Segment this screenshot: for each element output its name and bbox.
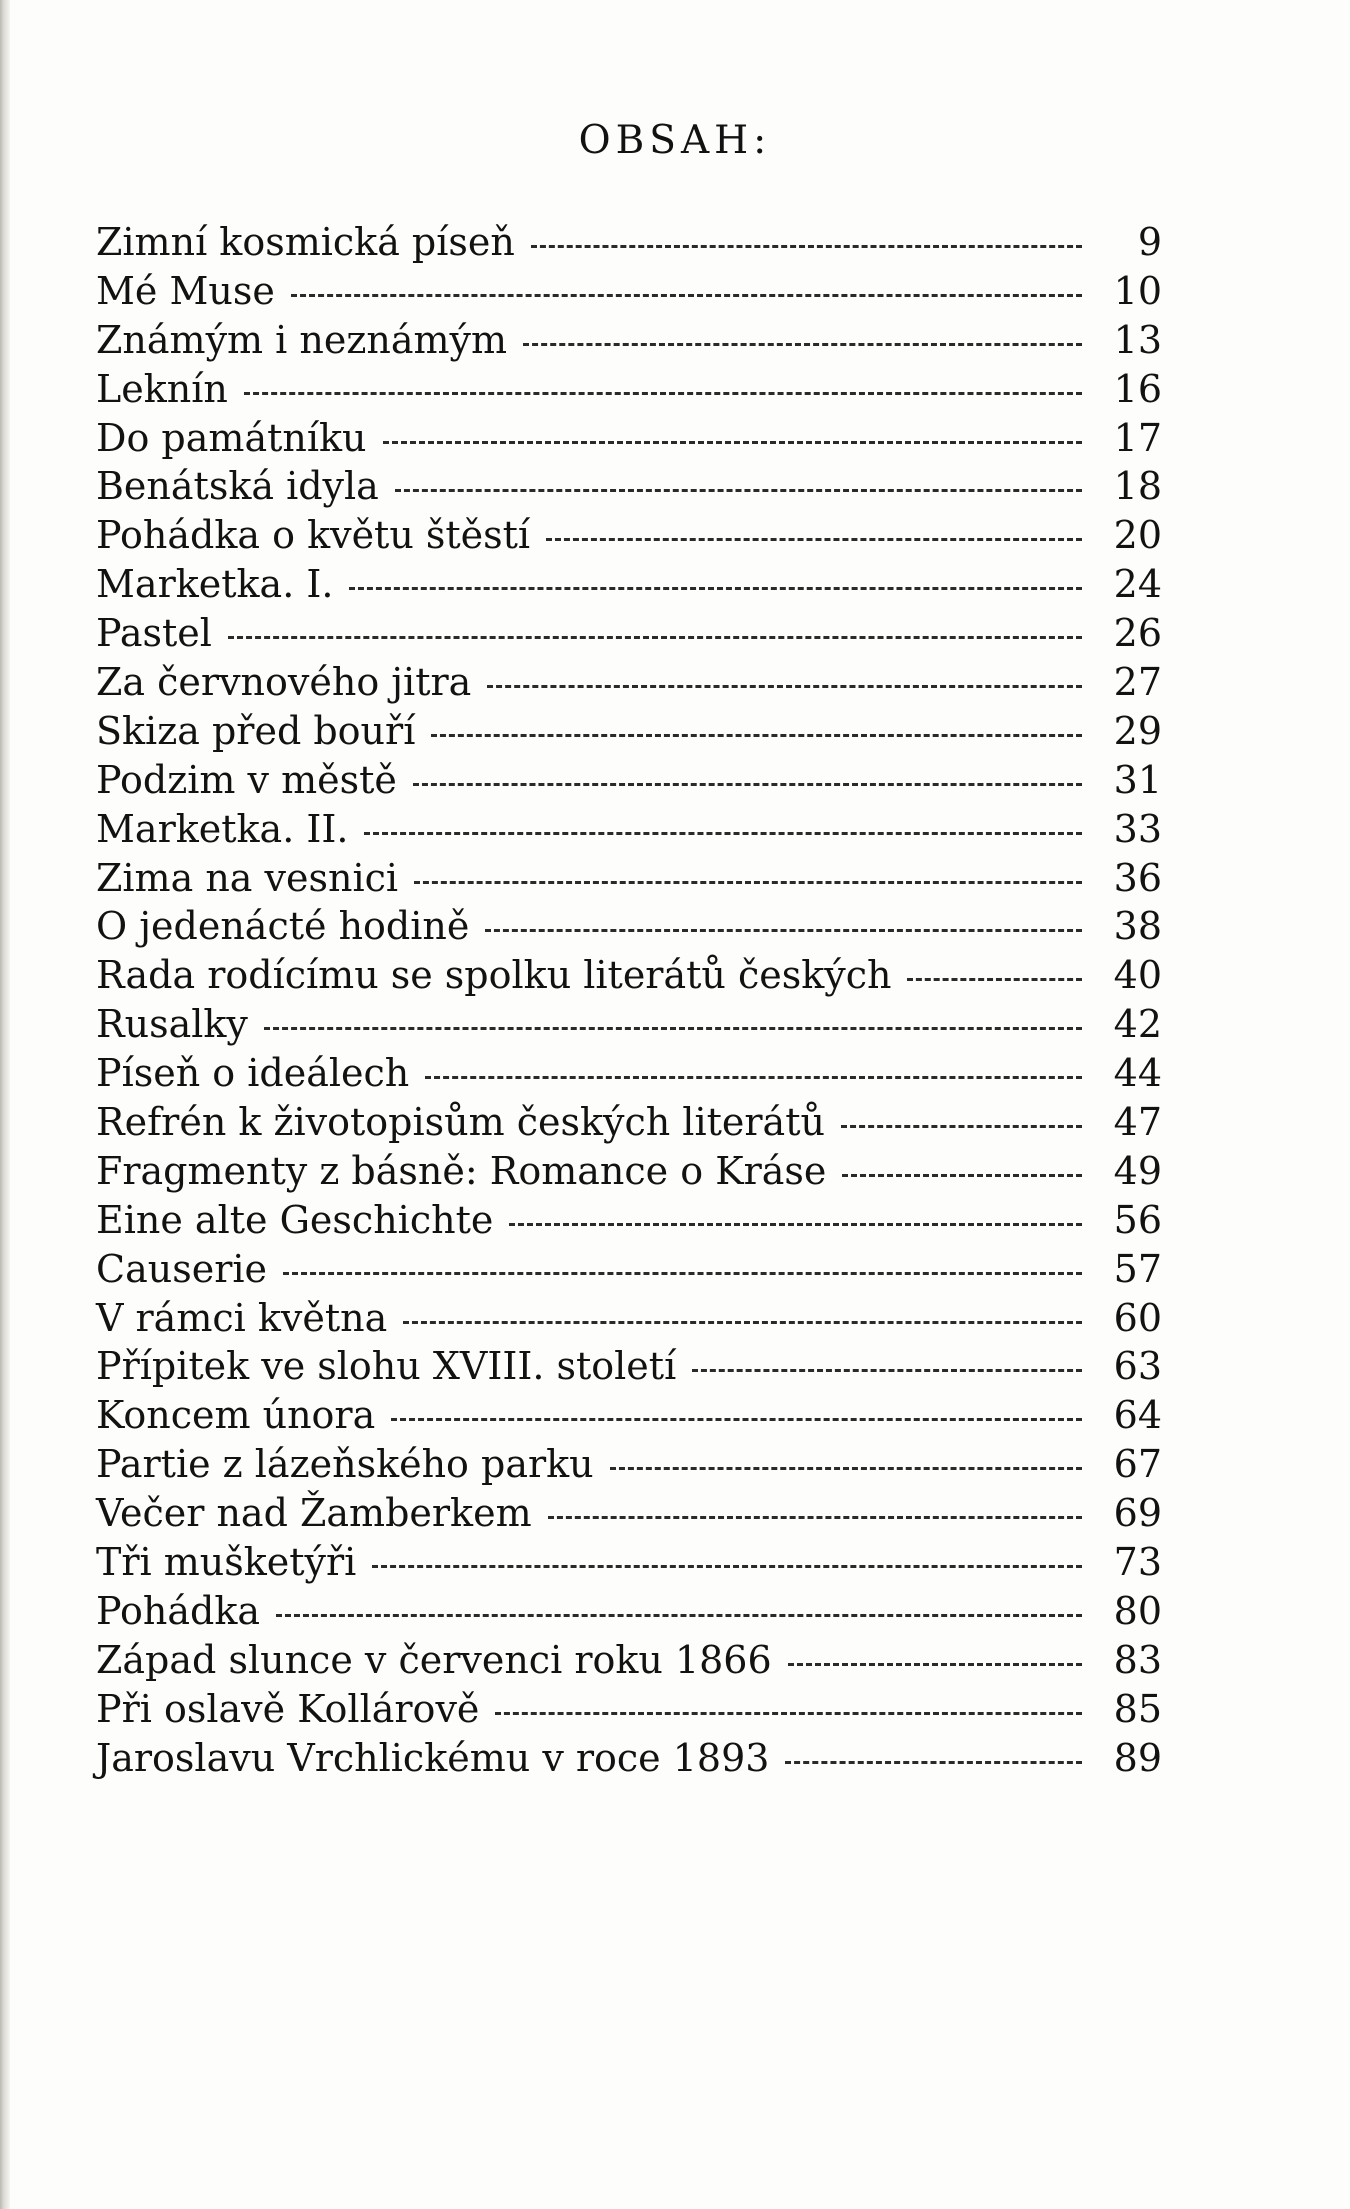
toc-entry (96, 854, 1162, 903)
toc-entry (96, 560, 1162, 609)
toc-entry (96, 218, 1162, 267)
toc-entry-page-number: 49 (1113, 1148, 1162, 1193)
toc-entry-page-number: 36 (1113, 855, 1162, 900)
toc-entry-page-number: 42 (1113, 1002, 1162, 1047)
toc-entry-page-number: 69 (1113, 1491, 1162, 1536)
toc-leader-dashes (785, 1761, 1082, 1764)
toc-entry-page-number: 16 (1113, 366, 1162, 411)
toc-entry-title: Fragmenty z básně: Romance o Kráse (96, 1148, 827, 1193)
toc-entry (96, 1734, 1162, 1783)
toc-leader-dashes (228, 636, 1082, 639)
toc-entry-page-number: 33 (1113, 806, 1162, 851)
toc-leader-dashes (264, 1027, 1082, 1030)
toc-entry (96, 1685, 1162, 1734)
toc-entry (96, 658, 1162, 707)
toc-entry-page-number: 27 (1113, 660, 1162, 705)
toc-leader-dashes (531, 245, 1082, 248)
toc-entry-title: Pohádka o květu štěstí (96, 513, 531, 558)
toc-entry-title: Koncem února (96, 1393, 376, 1438)
toc-leader-dashes (509, 1223, 1082, 1226)
toc-entry-title: Rada rodícímu se spolku literátů českých (96, 953, 892, 998)
toc-entry-title: Večer nad Žamberkem (96, 1491, 532, 1536)
toc-leader-dashes (610, 1467, 1082, 1470)
toc-leader-dashes (395, 489, 1082, 492)
toc-leader-dashes (276, 1614, 1082, 1617)
toc-leader-dashes (841, 1125, 1082, 1128)
toc-entry-title: Tři mušketýři (96, 1540, 357, 1585)
toc-leader-dashes (788, 1663, 1082, 1666)
toc-entry-page-number: 80 (1113, 1588, 1162, 1633)
toc-leader-dashes (907, 978, 1082, 981)
toc-entry-page-number: 60 (1113, 1295, 1162, 1340)
toc-entry-title: Jaroslavu Vrchlickému v roce 1893 (96, 1735, 770, 1780)
toc-entry (96, 365, 1162, 414)
toc-leader-dashes (495, 1712, 1082, 1715)
toc-entry-page-number: 24 (1113, 562, 1162, 607)
toc-entry-title: Západ slunce v červenci roku 1866 (96, 1637, 772, 1682)
toc-entry (96, 805, 1162, 854)
toc-entry (96, 1587, 1162, 1636)
toc-entry-page-number: 85 (1113, 1686, 1162, 1731)
toc-leader-dashes (485, 929, 1082, 932)
toc-entry (96, 511, 1162, 560)
toc-leader-dashes (487, 685, 1082, 688)
toc-entry (96, 1098, 1162, 1147)
toc-entry-page-number: 29 (1113, 708, 1162, 753)
toc-leader-dashes (291, 294, 1082, 297)
toc-entry (96, 1000, 1162, 1049)
toc-entry-page-number: 31 (1113, 757, 1162, 802)
toc-entry (96, 462, 1162, 511)
toc-entry (96, 951, 1162, 1000)
toc-entry-title: Causerie (96, 1246, 267, 1291)
toc-entry (96, 414, 1162, 463)
toc-leader-dashes (383, 441, 1083, 444)
toc-entry (96, 1489, 1162, 1538)
toc-leader-dashes (523, 343, 1082, 346)
toc-leader-dashes (403, 1321, 1082, 1324)
toc-entry-title: Zima na vesnici (96, 855, 399, 900)
toc-entry-title: Pastel (96, 611, 212, 656)
toc-entry-page-number: 17 (1113, 415, 1162, 460)
toc-leader-dashes (349, 587, 1082, 590)
toc-entry-title: Partie z lázeňského parku (96, 1442, 594, 1487)
toc-entry-title: Při oslavě Kollárově (96, 1686, 480, 1731)
toc-entry-title: Známým i neznámým (96, 317, 508, 362)
toc-entry-page-number: 44 (1113, 1051, 1162, 1096)
toc-entry-page-number: 20 (1113, 513, 1162, 558)
toc-leader-dashes (391, 1418, 1082, 1421)
toc-entry (96, 1391, 1162, 1440)
toc-entry (96, 1440, 1162, 1489)
toc-entry-page-number: 64 (1113, 1393, 1162, 1438)
toc-entry (96, 316, 1162, 365)
toc-entry-page-number: 38 (1113, 904, 1162, 949)
page-binding-edge (0, 0, 10, 2209)
toc-entry (96, 1196, 1162, 1245)
toc-leader-dashes (425, 1076, 1082, 1079)
toc-entry (96, 609, 1162, 658)
toc-entry-title: Pohádka (96, 1588, 261, 1633)
toc-entry-title: Zimní kosmická píseň (96, 220, 515, 264)
toc-entry-title: Refrén k životopisům českých literátů (96, 1100, 825, 1145)
toc-leader-dashes (372, 1565, 1082, 1568)
toc-entry (96, 267, 1162, 316)
toc-entry-title: Leknín (96, 366, 228, 411)
toc-entry-title: Rusalky (96, 1002, 248, 1047)
toc-leader-dashes (431, 734, 1082, 737)
toc-entry-page-number: 9 (1137, 220, 1162, 264)
toc-entry-title: Píseň o ideálech (96, 1051, 410, 1096)
toc-entry (96, 902, 1162, 951)
toc-entry-page-number: 83 (1113, 1637, 1162, 1682)
toc-entry-title: Marketka. II. (96, 806, 349, 851)
toc-entry-page-number: 63 (1113, 1344, 1162, 1389)
toc-entry (96, 756, 1162, 805)
toc-entry (96, 1294, 1162, 1343)
toc-leader-dashes (842, 1174, 1082, 1177)
toc-entry-page-number: 89 (1113, 1735, 1162, 1780)
toc-entry (96, 1636, 1162, 1685)
toc-leader-dashes (546, 538, 1082, 541)
toc-entry-page-number: 13 (1113, 317, 1162, 362)
table-of-contents (96, 218, 1162, 1783)
toc-entry (96, 1049, 1162, 1098)
toc-leader-dashes (414, 881, 1082, 884)
toc-leader-dashes (548, 1516, 1082, 1519)
toc-entry (96, 1342, 1162, 1391)
toc-entry-title: Eine alte Geschichte (96, 1197, 494, 1242)
toc-entry-page-number: 10 (1113, 268, 1162, 313)
toc-entry-title: Benátská idyla (96, 464, 379, 509)
toc-entry-title: Podzim v městě (96, 757, 397, 802)
toc-entry-title: Do památníku (96, 415, 367, 460)
toc-entry (96, 1245, 1162, 1294)
toc-entry-title: O jedenácté hodině (96, 904, 470, 949)
toc-entry-page-number: 40 (1113, 953, 1162, 998)
toc-leader-dashes (692, 1369, 1082, 1372)
toc-leader-dashes (413, 783, 1082, 786)
toc-leader-dashes (244, 392, 1082, 395)
toc-entry-page-number: 26 (1113, 611, 1162, 656)
toc-entry-page-number: 56 (1113, 1197, 1162, 1242)
toc-entry-title: Přípitek ve slohu XVIII. století (96, 1344, 677, 1389)
toc-entry-title: V rámci května (96, 1295, 388, 1340)
toc-entry-title: Mé Muse (96, 268, 275, 313)
toc-entry-page-number: 73 (1113, 1540, 1162, 1585)
toc-entry (96, 707, 1162, 756)
toc-entry (96, 1538, 1162, 1587)
toc-leader-dashes (364, 832, 1082, 835)
toc-entry-page-number: 67 (1113, 1442, 1162, 1487)
toc-entry-title: Skiza před bouří (96, 708, 416, 753)
toc-entry-page-number: 57 (1113, 1246, 1162, 1291)
page-title: OBSAH: (578, 118, 772, 163)
toc-entry-page-number: 47 (1113, 1100, 1162, 1145)
toc-entry-page-number: 18 (1113, 464, 1162, 509)
toc-entry (96, 1147, 1162, 1196)
toc-entry-title: Marketka. I. (96, 562, 334, 607)
toc-leader-dashes (283, 1272, 1082, 1275)
toc-entry-title: Za červnového jitra (96, 660, 472, 705)
